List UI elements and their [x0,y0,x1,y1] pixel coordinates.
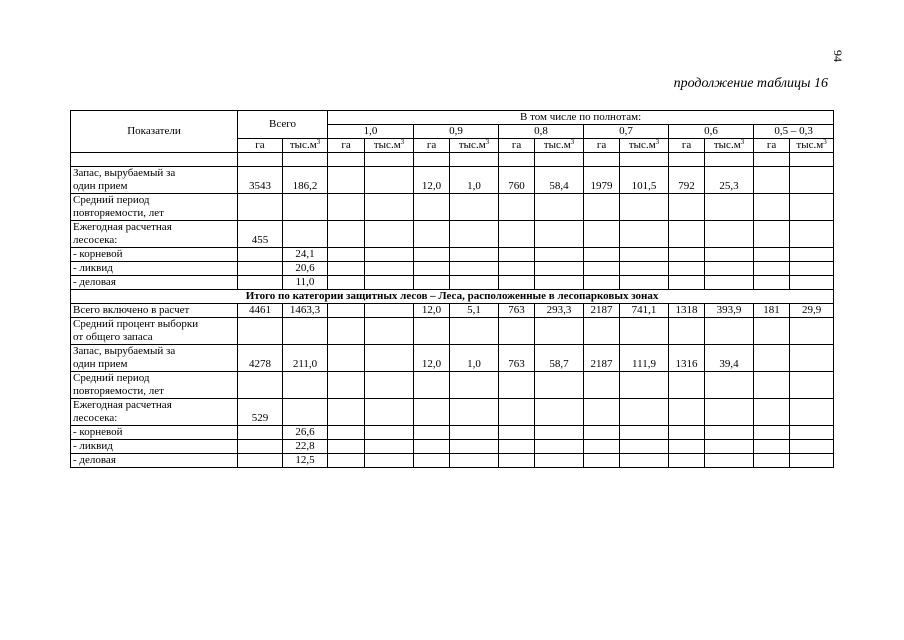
table-cell [238,318,283,345]
table-cell [535,440,584,454]
table-cell [790,276,834,290]
table-cell [669,440,705,454]
table-cell [450,372,499,399]
table-cell [365,426,414,440]
row-label [71,372,238,399]
header-density: 1,0 [328,125,414,139]
table-cell [328,399,365,426]
table-cell: 1318 [669,304,705,318]
table-cell [535,318,584,345]
table-cell [790,440,834,454]
table-cell [283,399,328,426]
row-label-line: Ежегодная расчетная [73,221,172,233]
table-row [71,221,834,248]
table-cell [499,372,535,399]
table-cell [414,318,450,345]
table-cell [669,372,705,399]
row-label-line: - корневой [73,248,123,260]
table-cell [365,262,414,276]
row-label [71,167,238,194]
table-cell [328,304,365,318]
table-cell [754,221,790,248]
row-label-line: Средний период [73,372,150,384]
table-cell [584,399,620,426]
table-cell [669,426,705,440]
table-cell [705,221,754,248]
row-label [71,304,238,318]
table-cell [790,454,834,468]
table-cell [705,399,754,426]
table-cell [414,153,450,167]
table-row [71,372,834,399]
table-cell [535,153,584,167]
table-cell [790,194,834,221]
table-cell: 4461 [238,304,283,318]
table-cell [584,440,620,454]
table-cell [620,153,669,167]
table-cell [620,454,669,468]
table-cell [328,167,365,194]
table-row [71,194,834,221]
header-unit-ha: га [669,139,705,153]
table-cell [535,399,584,426]
header-unit-m3: $тыс.м^3$ [283,139,328,153]
header-indicators: Показатели [71,111,238,153]
table-cell [450,194,499,221]
table-cell [705,194,754,221]
table-cell [283,194,328,221]
table-cell: 58,4 [535,167,584,194]
table-cell: 101,5 [620,167,669,194]
header-density: 0,9 [414,125,499,139]
row-label [71,248,238,262]
table-cell [620,194,669,221]
row-label-line: Средний период [73,194,150,206]
table-cell [669,221,705,248]
row-label-line: - деловая [73,454,116,466]
header-unit-ha: га [754,139,790,153]
table-cell [620,440,669,454]
table-cell [328,248,365,262]
table-cell: 4278 [238,345,283,372]
table-cell [790,426,834,440]
table-row [71,262,834,276]
header-including: В том числе по полнотам: [328,111,834,125]
table-cell [790,221,834,248]
header-unit-m3: $тыс.м^3$ [450,139,499,153]
table-cell [238,194,283,221]
table-cell [535,454,584,468]
table-cell [535,194,584,221]
table-cell [414,399,450,426]
header-density: 0,5 – 0,3 [754,125,834,139]
table-cell: 22,8 [283,440,328,454]
row-label [71,318,238,345]
table-cell: 11,0 [283,276,328,290]
header-density: 0,6 [669,125,754,139]
table-cell [790,248,834,262]
table-cell [669,454,705,468]
table-cell [450,426,499,440]
table-cell [450,440,499,454]
table-cell [754,276,790,290]
table-cell [499,426,535,440]
table-cell [790,167,834,194]
table-cell [283,153,328,167]
table-cell: 12,0 [414,167,450,194]
table-cell [669,262,705,276]
table-cell: 763 [499,345,535,372]
table-cell [620,372,669,399]
table-cell [705,318,754,345]
row-label [71,221,238,248]
table-cell [705,440,754,454]
table-cell [414,248,450,262]
table-cell: 741,1 [620,304,669,318]
row-label-line: Запас, вырубаемый за [73,345,176,357]
table-cell [238,248,283,262]
table-cell [283,221,328,248]
table-cell [414,276,450,290]
table-cell [450,248,499,262]
table-cell: 111,9 [620,345,669,372]
table-cell [365,345,414,372]
table-cell [328,194,365,221]
table-cell [365,399,414,426]
table-cell [535,372,584,399]
table-cell: 393,9 [705,304,754,318]
table-cell: 211,0 [283,345,328,372]
table-cell [450,399,499,426]
table-cell [71,153,238,167]
table-cell [584,454,620,468]
table-cell [584,318,620,345]
header-unit-m3: $тыс.м^3$ [365,139,414,153]
table-cell [754,194,790,221]
table-cell [238,426,283,440]
row-label-line: Всего включено в расчет [73,304,190,316]
header-unit-ha: га [328,139,365,153]
table-cell [705,454,754,468]
table-cell [584,248,620,262]
table-cell [450,153,499,167]
table-cell [499,399,535,426]
row-label [71,454,238,468]
header-density: 0,7 [584,125,669,139]
table-cell [365,167,414,194]
table-cell [238,440,283,454]
header-density: 0,8 [499,125,584,139]
table-cell [705,372,754,399]
table-cell: 25,3 [705,167,754,194]
table-cell [669,153,705,167]
table-row [71,276,834,290]
table-cell [450,221,499,248]
table-cell [669,248,705,262]
table-cell: 455 [238,221,283,248]
table-cell: 3543 [238,167,283,194]
table-cell [620,248,669,262]
table-cell [620,318,669,345]
table-cell [584,426,620,440]
row-label [71,262,238,276]
table-row [71,399,834,426]
table-cell [328,318,365,345]
row-label-line: Запас, вырубаемый за [73,167,176,179]
table-cell [238,454,283,468]
header-unit-m3: $тыс.м^3$ [705,139,754,153]
table-cell [499,221,535,248]
table-cell: 760 [499,167,535,194]
table-cell [669,276,705,290]
table-cell [620,221,669,248]
table-cell [754,167,790,194]
table-cell [499,153,535,167]
table-cell [705,276,754,290]
table-cell [754,399,790,426]
table-cell [754,262,790,276]
row-label-line: - ликвид [73,440,113,452]
table-cell [365,440,414,454]
table-cell [584,153,620,167]
table-cell [790,262,834,276]
table-cell [414,426,450,440]
table-cell [705,262,754,276]
table-cell [328,440,365,454]
table-cell [499,248,535,262]
table-cell [365,153,414,167]
table-cell [365,221,414,248]
table-cell [790,318,834,345]
table-cell [754,248,790,262]
table-continuation-caption: продолжение таблицы 16 [673,76,828,91]
table-cell [790,372,834,399]
table-cell [499,262,535,276]
table-cell [535,248,584,262]
table-cell: 24,1 [283,248,328,262]
table-cell [365,276,414,290]
row-label-line: - деловая [73,276,116,288]
table-cell: 12,5 [283,454,328,468]
table-cell: 1,0 [450,167,499,194]
table-cell: 293,3 [535,304,584,318]
table-cell [365,304,414,318]
table-cell [705,248,754,262]
table-cell [328,262,365,276]
table-cell [790,399,834,426]
table-cell [754,318,790,345]
header-unit-m3: $тыс.м^3$ [790,139,834,153]
table-cell: 29,9 [790,304,834,318]
header-unit-m3: $тыс.м^3$ [535,139,584,153]
table-cell [705,153,754,167]
table-cell [620,262,669,276]
table-cell [365,194,414,221]
row-label [71,440,238,454]
table-cell [365,372,414,399]
table-cell: 26,6 [283,426,328,440]
table-cell [584,194,620,221]
table-cell [499,440,535,454]
table-cell [669,194,705,221]
table-cell [328,276,365,290]
row-label [71,276,238,290]
row-label [71,345,238,372]
table-cell [790,345,834,372]
table-cell [705,426,754,440]
table-cell [328,153,365,167]
table-cell: 763 [499,304,535,318]
table-cell [754,454,790,468]
table-cell [238,153,283,167]
table-cell [328,221,365,248]
table-cell [754,426,790,440]
table-cell [535,426,584,440]
table-row [71,440,834,454]
table-cell [669,399,705,426]
row-label-line: лесосека: [73,412,118,424]
row-label [71,426,238,440]
section-title: Итого по категории защитных лесов – Леса, расположенные в лесопарковых зонах [71,290,834,304]
header-unit-ha: га [499,139,535,153]
table-cell [238,372,283,399]
row-label-line: один прием [73,358,128,370]
table-cell [499,276,535,290]
table-cell [754,372,790,399]
table-cell: 12,0 [414,345,450,372]
blank-row [71,153,834,167]
table-cell: 58,7 [535,345,584,372]
table-cell: 12,0 [414,304,450,318]
row-label-line: Ежегодная расчетная [73,399,172,411]
table-row [71,345,834,372]
table-cell [584,221,620,248]
table-cell: 2187 [584,345,620,372]
table-cell [365,454,414,468]
table-cell [283,318,328,345]
table-cell [238,276,283,290]
table-cell [535,221,584,248]
table-cell [365,318,414,345]
forest-data-table [70,110,834,468]
table-cell: 181 [754,304,790,318]
table-cell [414,440,450,454]
row-label [71,194,238,221]
table-cell [450,276,499,290]
row-label-line: повторяемости, лет [73,207,164,219]
header-unit-ha: га [238,139,283,153]
table-cell [238,262,283,276]
table-cell: 20,6 [283,262,328,276]
table-row [71,318,834,345]
table-cell [584,276,620,290]
table-cell: 5,1 [450,304,499,318]
table-cell [414,221,450,248]
row-label-line: - ликвид [73,262,113,274]
row-label-line: - корневой [73,426,123,438]
table-cell: 186,2 [283,167,328,194]
table-cell [414,194,450,221]
table-cell [499,454,535,468]
table-cell [754,345,790,372]
page-number: 94 [831,50,845,62]
table-cell [328,454,365,468]
table-row [71,248,834,262]
table-cell [328,372,365,399]
row-label-line: лесосека: [73,234,118,246]
table-cell [414,454,450,468]
table-cell: 529 [238,399,283,426]
table-cell [790,153,834,167]
row-label [71,399,238,426]
table-row [71,454,834,468]
table-cell [754,440,790,454]
table-cell [584,262,620,276]
table-cell [328,345,365,372]
table-cell [535,262,584,276]
row-label-line: от общего запаса [73,331,153,343]
table-cell [328,426,365,440]
table-body [71,153,834,468]
table-cell [620,276,669,290]
header-unit-ha: га [414,139,450,153]
row-label-line: один прием [73,180,128,192]
table-cell [450,262,499,276]
table-row [71,304,834,318]
table-cell [620,399,669,426]
row-label-line: Средний процент выборки [73,318,199,330]
section-row [71,290,834,304]
table-row [71,426,834,440]
table-cell [450,454,499,468]
table-cell: 1979 [584,167,620,194]
table-row [71,167,834,194]
table-cell: 1316 [669,345,705,372]
table-cell: 1463,3 [283,304,328,318]
table-cell [584,372,620,399]
header-unit-ha: га [584,139,620,153]
header-unit-m3: $тыс.м^3$ [620,139,669,153]
table-cell [283,372,328,399]
table-cell: 2187 [584,304,620,318]
table-cell [365,248,414,262]
table-cell [535,276,584,290]
row-label-line: повторяемости, лет [73,385,164,397]
table-cell [499,318,535,345]
header-total: Всего [238,111,328,139]
table-cell [620,426,669,440]
table-cell [499,194,535,221]
table-cell [669,318,705,345]
table-cell [414,262,450,276]
table-cell [754,153,790,167]
table-cell [414,372,450,399]
table-cell: 1,0 [450,345,499,372]
table-cell [450,318,499,345]
table-cell: 792 [669,167,705,194]
table-cell: 39,4 [705,345,754,372]
